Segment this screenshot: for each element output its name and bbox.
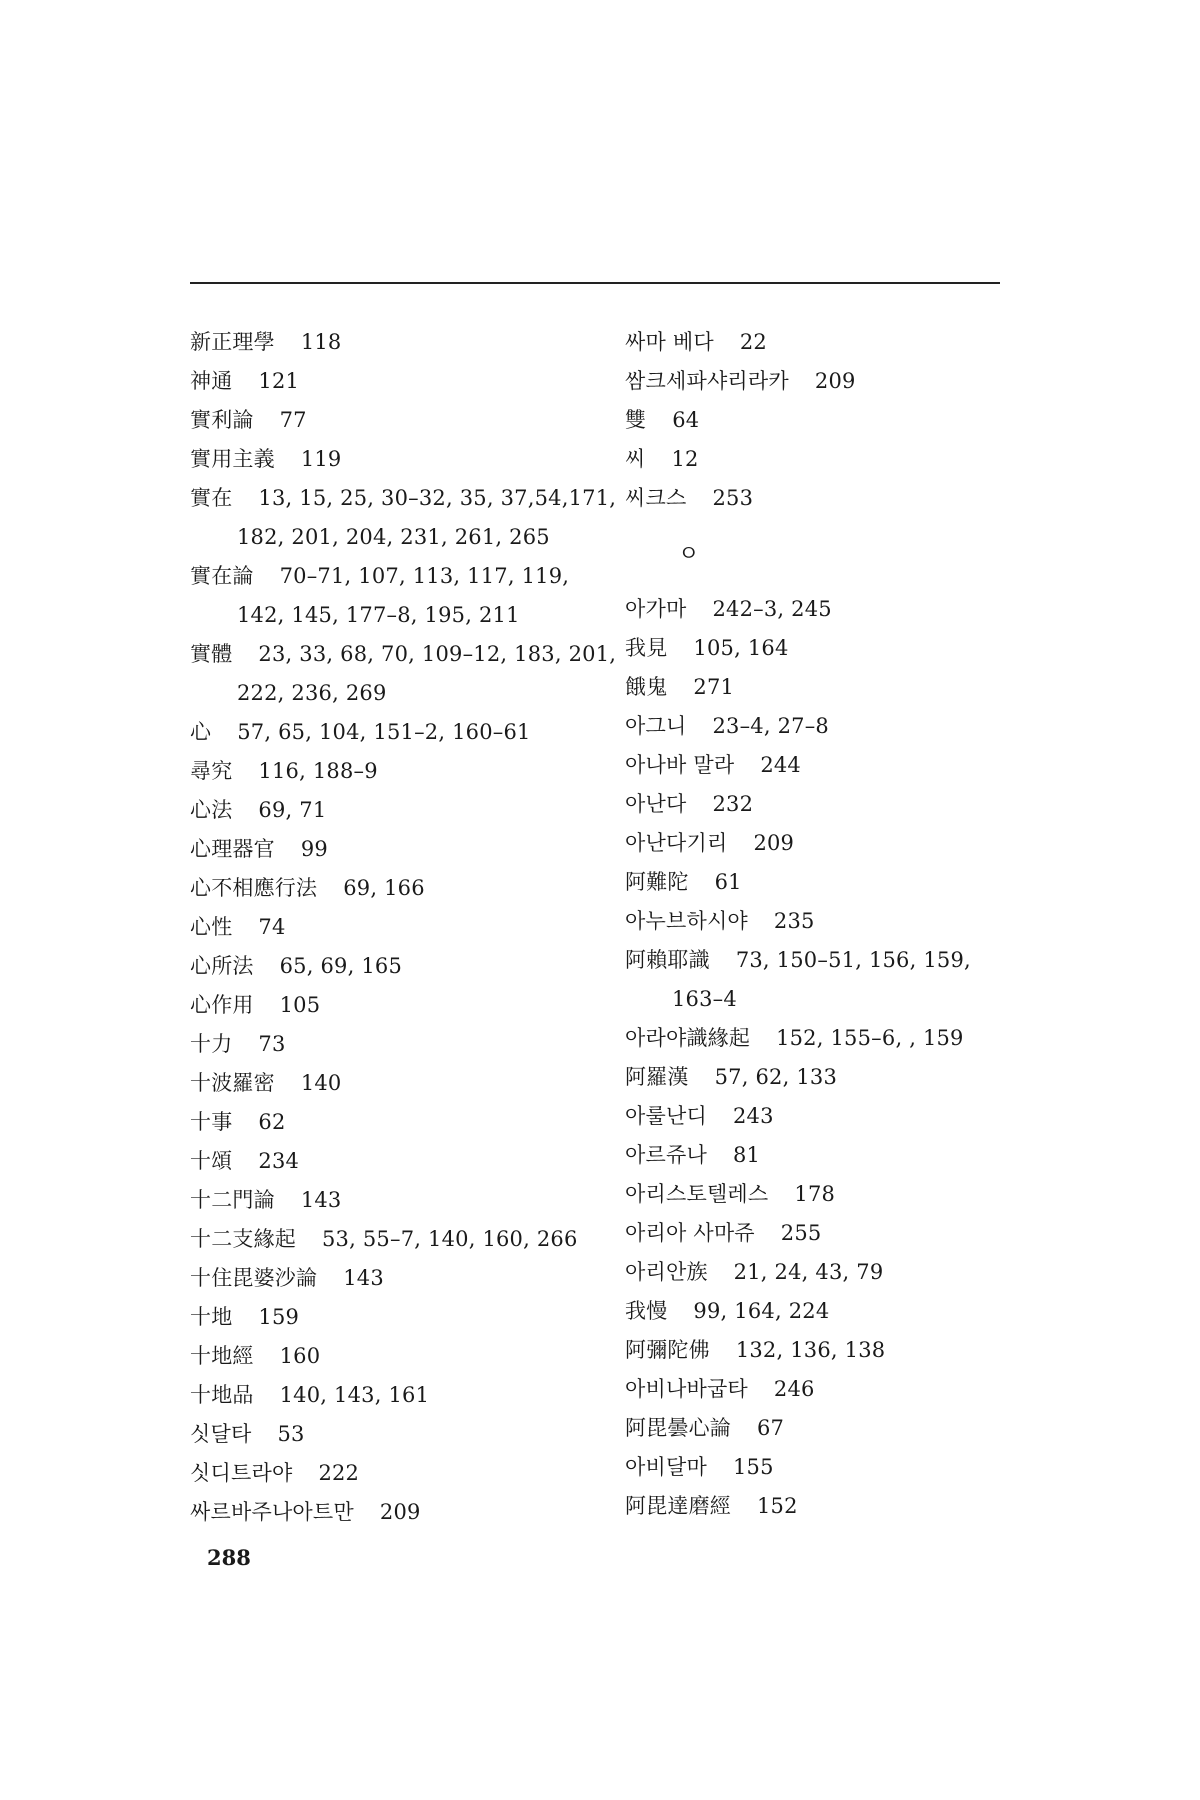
index-term: 心不相應行法 xyxy=(190,876,318,900)
index-pages-continued: 182, 201, 204, 231, 261, 265 xyxy=(237,525,550,549)
index-pages: 99, 164, 224 xyxy=(693,1299,830,1323)
index-entry xyxy=(625,590,1045,629)
index-term: 아리스토텔레스 xyxy=(625,1182,769,1206)
index-pages: 73, 150–51, 156, 159, xyxy=(735,948,971,972)
index-entry xyxy=(625,1409,1045,1448)
index-pages: 57, 65, 104, 151–2, 160–61 xyxy=(237,720,531,744)
index-term: 아비나바굽타 xyxy=(625,1377,748,1401)
index-entry xyxy=(190,401,620,440)
index-entry xyxy=(625,1253,1045,1292)
index-entry xyxy=(190,1337,620,1376)
index-entry xyxy=(190,440,620,479)
index-entry xyxy=(190,830,620,869)
index-pages: 244 xyxy=(760,753,801,777)
index-entry xyxy=(190,752,620,791)
index-entry xyxy=(190,635,620,713)
index-term: 餓鬼 xyxy=(625,675,668,699)
index-term: 十地品 xyxy=(190,1383,254,1407)
index-pages: 69, 71 xyxy=(258,798,327,822)
index-term: 아가마 xyxy=(625,597,687,621)
index-pages: 159 xyxy=(258,1305,300,1329)
index-pages: 57, 62, 133 xyxy=(714,1065,838,1089)
index-term: 아그니 xyxy=(625,714,687,738)
index-term: 十波羅密 xyxy=(190,1071,275,1095)
index-pages: 243 xyxy=(732,1104,774,1128)
index-pages: 132, 136, 138 xyxy=(735,1338,886,1362)
index-term: 實用主義 xyxy=(190,447,275,471)
index-term: 싸르바주나아트만 xyxy=(190,1500,354,1524)
index-pages: 160 xyxy=(279,1344,321,1368)
index-term: 十地 xyxy=(190,1305,233,1329)
index-term: 阿羅漢 xyxy=(625,1065,689,1089)
index-pages: 69, 166 xyxy=(343,876,425,900)
index-pages: 242–3, 245 xyxy=(712,597,832,621)
top-rule xyxy=(190,282,1000,284)
index-entry xyxy=(190,362,620,401)
index-pages: 67 xyxy=(757,1416,785,1440)
index-pages: 209 xyxy=(379,1500,421,1524)
index-term: 아룰난디 xyxy=(625,1104,707,1128)
index-term: 十頌 xyxy=(190,1149,233,1173)
index-column-left xyxy=(190,323,620,1532)
index-entry xyxy=(625,323,1045,362)
index-term: 實在論 xyxy=(190,564,254,588)
index-entry xyxy=(625,707,1045,746)
index-term: 十二門論 xyxy=(190,1188,275,1212)
index-term: 心所法 xyxy=(190,954,254,978)
index-entry xyxy=(625,824,1045,863)
index-term: 아난다기리 xyxy=(625,831,728,855)
index-term: 我慢 xyxy=(625,1299,668,1323)
index-term: 씨크스 xyxy=(625,486,687,510)
page-number: 288 xyxy=(207,1545,251,1570)
index-pages: 178 xyxy=(794,1182,836,1206)
index-pages: 64 xyxy=(672,408,700,432)
index-entry xyxy=(625,941,1045,1019)
index-term: 아리안族 xyxy=(625,1260,708,1284)
index-term: 心作用 xyxy=(190,993,254,1017)
index-pages: 99 xyxy=(300,837,328,861)
index-pages: 77 xyxy=(279,408,307,432)
index-term: 씨 xyxy=(625,447,646,471)
index-pages-continued: 222, 236, 269 xyxy=(237,681,387,705)
index-entry xyxy=(190,986,620,1025)
index-term: 實在 xyxy=(190,486,233,510)
index-entry xyxy=(625,1370,1045,1409)
index-entry xyxy=(625,1487,1045,1526)
index-entry xyxy=(190,323,620,362)
index-term: 十二支緣起 xyxy=(190,1227,296,1251)
index-term: 아르쥬나 xyxy=(625,1143,707,1167)
index-entry xyxy=(625,1019,1045,1058)
index-term: 心性 xyxy=(190,915,233,939)
index-entry xyxy=(625,1175,1045,1214)
index-pages: 12 xyxy=(671,447,699,471)
index-entry xyxy=(190,479,620,557)
index-pages: 62 xyxy=(258,1110,286,1134)
index-term: 十事 xyxy=(190,1110,233,1134)
index-pages: 73 xyxy=(258,1032,286,1056)
index-entry xyxy=(625,902,1045,941)
index-term: 阿毘達磨經 xyxy=(625,1494,731,1518)
index-term: 아비달마 xyxy=(625,1455,707,1479)
index-pages: 155 xyxy=(732,1455,774,1479)
index-entry xyxy=(190,1142,620,1181)
index-pages: 119 xyxy=(300,447,342,471)
index-entry xyxy=(625,668,1045,707)
index-entry xyxy=(190,1259,620,1298)
index-pages: 105 xyxy=(279,993,321,1017)
index-term: 쌈크세파샤리라카 xyxy=(625,369,789,393)
index-pages: 143 xyxy=(343,1266,384,1290)
index-pages: 246 xyxy=(773,1377,815,1401)
index-entry xyxy=(625,1136,1045,1175)
index-pages: 234 xyxy=(258,1149,300,1173)
index-pages: 140, 143, 161 xyxy=(279,1383,430,1407)
index-entry xyxy=(190,557,620,635)
index-term: 新正理學 xyxy=(190,330,275,354)
index-pages: 235 xyxy=(773,909,815,933)
index-term: 我見 xyxy=(625,636,668,660)
index-pages: 21, 24, 43, 79 xyxy=(733,1260,884,1284)
index-entry xyxy=(190,947,620,986)
index-pages: 121 xyxy=(258,369,300,393)
index-entry xyxy=(190,1376,620,1415)
index-entry xyxy=(625,629,1045,668)
index-entry xyxy=(190,1064,620,1103)
index-pages: 152 xyxy=(757,1494,798,1518)
index-pages: 253 xyxy=(712,486,754,510)
index-pages: 255 xyxy=(780,1221,822,1245)
index-entry xyxy=(190,869,620,908)
index-entry xyxy=(625,863,1045,902)
index-pages: 271 xyxy=(693,675,735,699)
index-entry xyxy=(625,1331,1045,1370)
index-pages: 209 xyxy=(814,369,856,393)
index-pages: 74 xyxy=(258,915,286,939)
index-term: 十力 xyxy=(190,1032,233,1056)
index-entry xyxy=(625,785,1045,824)
index-pages-continued: 142, 145, 177–8, 195, 211 xyxy=(237,603,520,627)
index-term: 아나바 말라 xyxy=(625,753,735,777)
index-term: 雙 xyxy=(625,408,647,432)
index-term: 實體 xyxy=(190,642,233,666)
index-term: 아리아 사마쥬 xyxy=(625,1221,755,1245)
index-entry xyxy=(190,791,620,830)
index-entry xyxy=(190,908,620,947)
index-entry xyxy=(190,713,620,752)
index-pages: 23–4, 27–8 xyxy=(712,714,829,738)
index-entry xyxy=(625,1058,1045,1097)
index-entry xyxy=(190,1298,620,1337)
index-term: 十住毘婆沙論 xyxy=(190,1266,318,1290)
index-term: 尋究 xyxy=(190,759,233,783)
index-pages: 65, 69, 165 xyxy=(279,954,403,978)
index-term: 싯달타 xyxy=(190,1422,252,1446)
index-pages: 53, 55–7, 140, 160, 266 xyxy=(322,1227,578,1251)
index-entry xyxy=(625,479,1045,518)
index-entry xyxy=(625,362,1045,401)
index-entry xyxy=(190,1415,620,1454)
index-term: 싯디트라야 xyxy=(190,1461,293,1485)
index-pages: 61 xyxy=(714,870,742,894)
index-entry xyxy=(190,1220,620,1259)
index-pages: 23, 33, 68, 70, 109–12, 183, 201, xyxy=(258,642,617,666)
index-entry xyxy=(625,1292,1045,1331)
index-entry xyxy=(190,1493,620,1532)
index-pages-continued: 163–4 xyxy=(672,987,737,1011)
index-group-bottom xyxy=(625,590,1045,1526)
index-column-right xyxy=(625,323,1045,1526)
index-entry xyxy=(190,1454,620,1493)
index-term: 心 xyxy=(190,720,212,744)
index-entry xyxy=(190,1181,620,1220)
index-term: 阿彌陀佛 xyxy=(625,1338,710,1362)
index-term: 神通 xyxy=(190,369,233,393)
index-pages: 81 xyxy=(732,1143,761,1167)
index-term: 아누브하시야 xyxy=(625,909,748,933)
index-term: 阿難陀 xyxy=(625,870,689,894)
index-entry xyxy=(190,1025,620,1064)
index-pages: 140 xyxy=(300,1071,342,1095)
index-term: 實利論 xyxy=(190,408,254,432)
index-pages: 70–71, 107, 113, 117, 119, xyxy=(279,564,570,588)
index-pages: 222 xyxy=(318,1461,360,1485)
index-pages: 22 xyxy=(739,330,767,354)
section-letter: ㅇ xyxy=(678,542,700,567)
index-pages: 209 xyxy=(753,831,795,855)
index-entry xyxy=(625,1214,1045,1253)
index-pages: 53 xyxy=(277,1422,305,1446)
index-term: 心理器官 xyxy=(190,837,275,861)
index-pages: 105, 164 xyxy=(693,636,789,660)
index-entry xyxy=(625,746,1045,785)
index-pages: 118 xyxy=(300,330,342,354)
index-group-top xyxy=(625,323,1045,518)
index-term: 十地經 xyxy=(190,1344,254,1368)
index-term: 싸마 베다 xyxy=(625,330,714,354)
index-term: 아난다 xyxy=(625,792,687,816)
index-pages: 13, 15, 25, 30–32, 35, 37,54,171, xyxy=(258,486,617,510)
index-term: 아라야識緣起 xyxy=(625,1026,751,1050)
index-pages: 143 xyxy=(300,1188,342,1212)
index-term: 阿毘曇心論 xyxy=(625,1416,731,1440)
index-entry xyxy=(625,1097,1045,1136)
index-term: 阿賴耶識 xyxy=(625,948,710,972)
index-pages: 152, 155–6, , 159 xyxy=(776,1026,964,1050)
index-term: 心法 xyxy=(190,798,233,822)
index-entry xyxy=(625,1448,1045,1487)
index-pages: 116, 188–9 xyxy=(258,759,378,783)
index-entry xyxy=(190,1103,620,1142)
index-entry xyxy=(625,440,1045,479)
index-pages: 232 xyxy=(712,792,754,816)
index-entry xyxy=(625,401,1045,440)
